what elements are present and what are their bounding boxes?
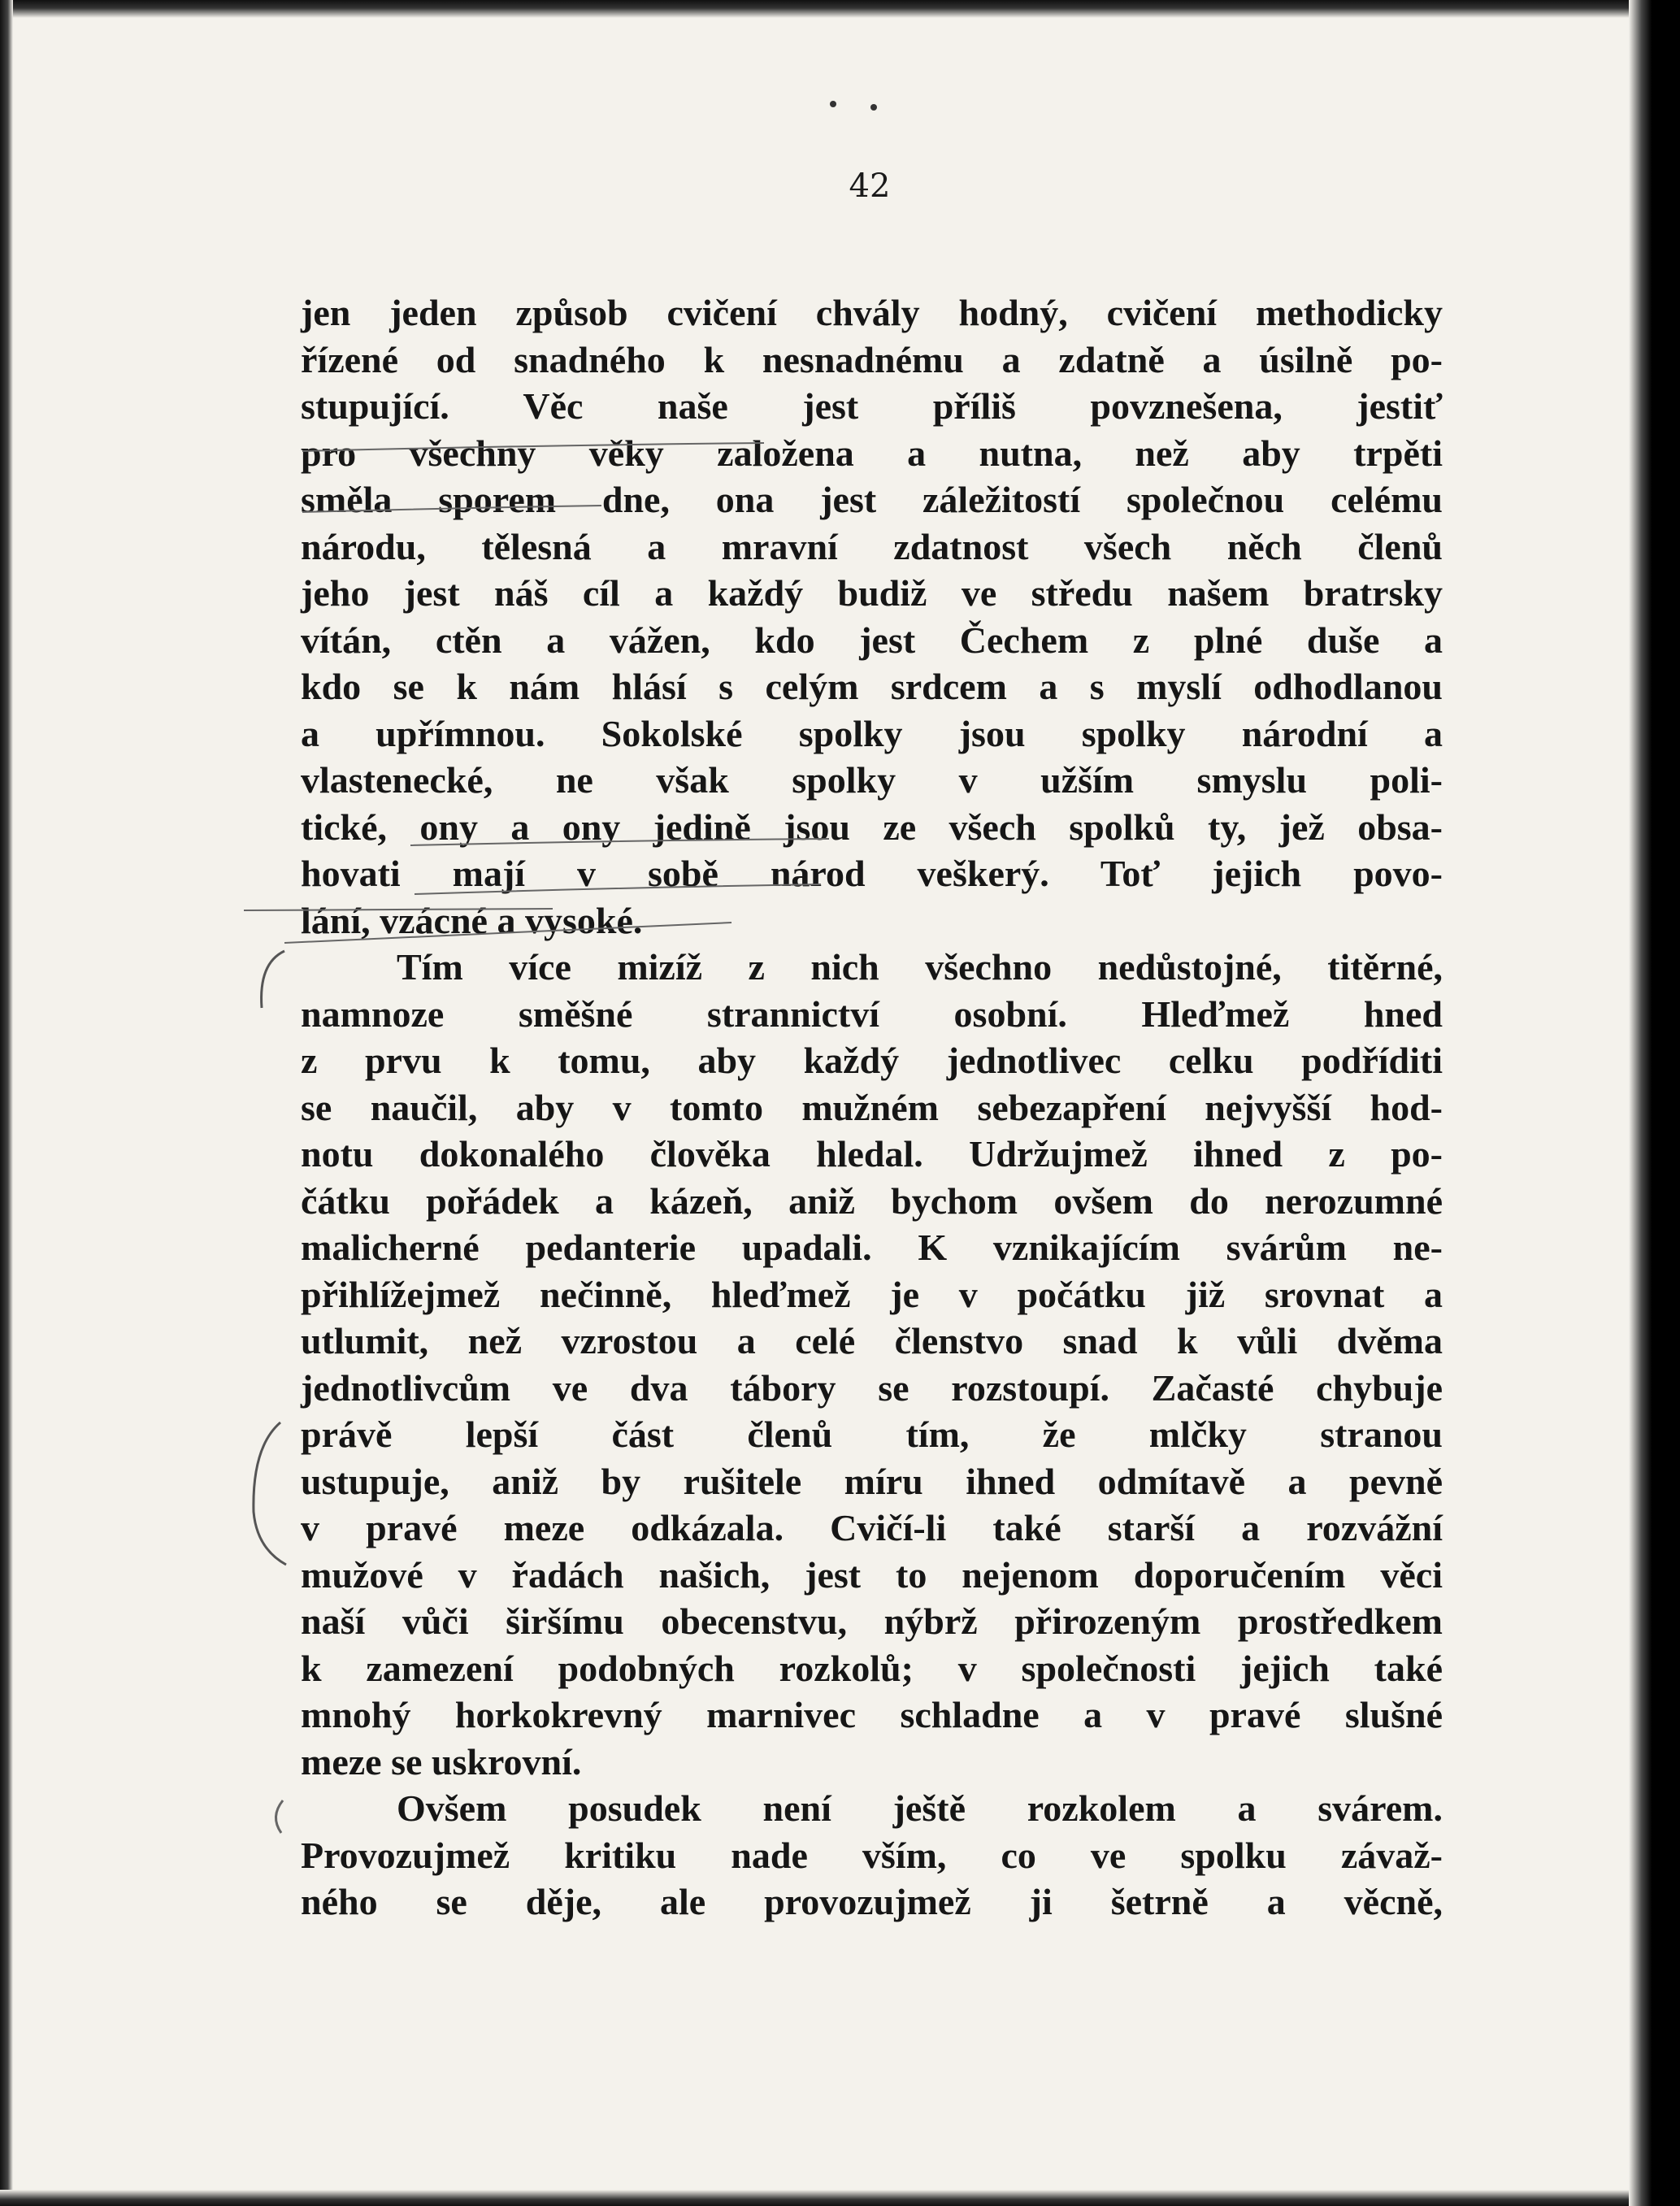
text-line: jen jeden způsob cvičení chvály hodný, cvičení methodicky [301,292,1443,333]
text-line: z prvu k tomu, aby každý jednotlivec celku podříditi [301,1040,1443,1081]
text-line: meze se uskrovní. [301,1740,582,1783]
text-line: utlumit, než vzrostou a celé členstvo snad k vůli dvěma [301,1320,1443,1361]
text-line: kdo se k nám hlásí s celým srdcem a s myslí odhodlanou [301,666,1443,707]
text-line: malicherné pedanterie upadali. K vznikajícím svárům ne- [301,1227,1443,1268]
text-line: národu, tělesná a mravní zdatnost všech něch členů [301,525,1443,567]
bracket-mark [254,1422,286,1565]
text-line: namnoze směšné strannictví osobní. Hleďmež hned [301,992,1443,1035]
text-line: hovati mají v sobě národ veškerý. Toť jejich povo- [301,853,1443,894]
text-line: řízené od snadného k nesnadnému a zdatně a úsilně po- [301,338,1443,380]
text-line: mnohý horkokrevný marnivec schladne a v pravé slušné [301,1694,1443,1735]
text-line: jednotlivcům ve dva tábory se rozstoupí. Začasté chybuje [301,1366,1443,1409]
text-line: stupující. Věc naše jest příliš povznešena, jestiť [301,385,1443,427]
scan-edge-right [1629,0,1680,2206]
text-line: vlastenecké, ne však spolky v užším smyslu poli- [301,759,1443,801]
scan-edge-left [0,0,13,2206]
text-line: vítán, ctěn a vážen, kdo jest Čechem z plné duše a [301,619,1443,661]
speck [870,104,877,111]
text-line: Provozujmež kritiku nade vším, co ve spolku závaž- [301,1834,1443,1876]
page-number: 42 [849,167,891,205]
text-line: naší vůči širšímu obecenstvu, nýbrž přirozeným prostředkem [301,1600,1443,1642]
text-line: přihlížejmež nečinně, hleďmež je v počátku již srovnat a [301,1273,1443,1315]
text-line: mužové v řadách našich, jest to nejenom doporučením věci [301,1553,1443,1596]
text-line: lání, vzácné a vysoké. [301,899,643,941]
text-line: směla sporem dne, ona jest záležitostí společnou celému [301,479,1443,520]
text-line: ustupuje, aniž by rušitele míru ihned odmítavě a pevně [301,1460,1443,1502]
body-text [301,289,1443,1926]
bracket-mark [262,951,284,1008]
text-line: Tím více mizíž z nich všechno nedůstojné, titěrné, [397,946,1443,988]
scan-edge-bottom [0,2190,1680,2206]
bracket-mark [276,1800,283,1833]
text-line: v pravé meze odkázala. Cvičí-li také starší a rozvážní [301,1507,1443,1548]
text-line: právě lepší část členů tím, že mlčky stranou [301,1413,1443,1455]
text-line: pro všechny věky založena a nutna, než aby trpěti [301,432,1443,474]
scan-edge-top [0,0,1680,18]
text-line: se naučil, aby v tomto mužném sebezapření nejvyšší hod- [301,1086,1443,1128]
text-line: notu dokonalého člověka hledal. Udržujmež ihned z po- [301,1133,1443,1175]
text-line: jeho jest náš cíl a každý budiž ve středu našem bratrsky [301,572,1443,614]
text-line: a upřímnou. Sokolské spolky jsou spolky národní a [301,712,1443,754]
text-line: ného se děje, ale provozujmež ji šetrně a věcně, [301,1881,1443,1922]
text-line: čátku pořádek a kázeň, aniž bychom ovšem do nerozumné [301,1179,1443,1222]
text-line: k zamezení podobných rozkolů; v společnosti jejich také [301,1647,1443,1689]
speck [830,101,836,107]
text-line: tické, ony a ony jedině jsou ze všech spolků ty, jež obsa- [301,806,1443,848]
text-line: Ovšem posudek není ještě rozkolem a svárem. [397,1787,1443,1829]
